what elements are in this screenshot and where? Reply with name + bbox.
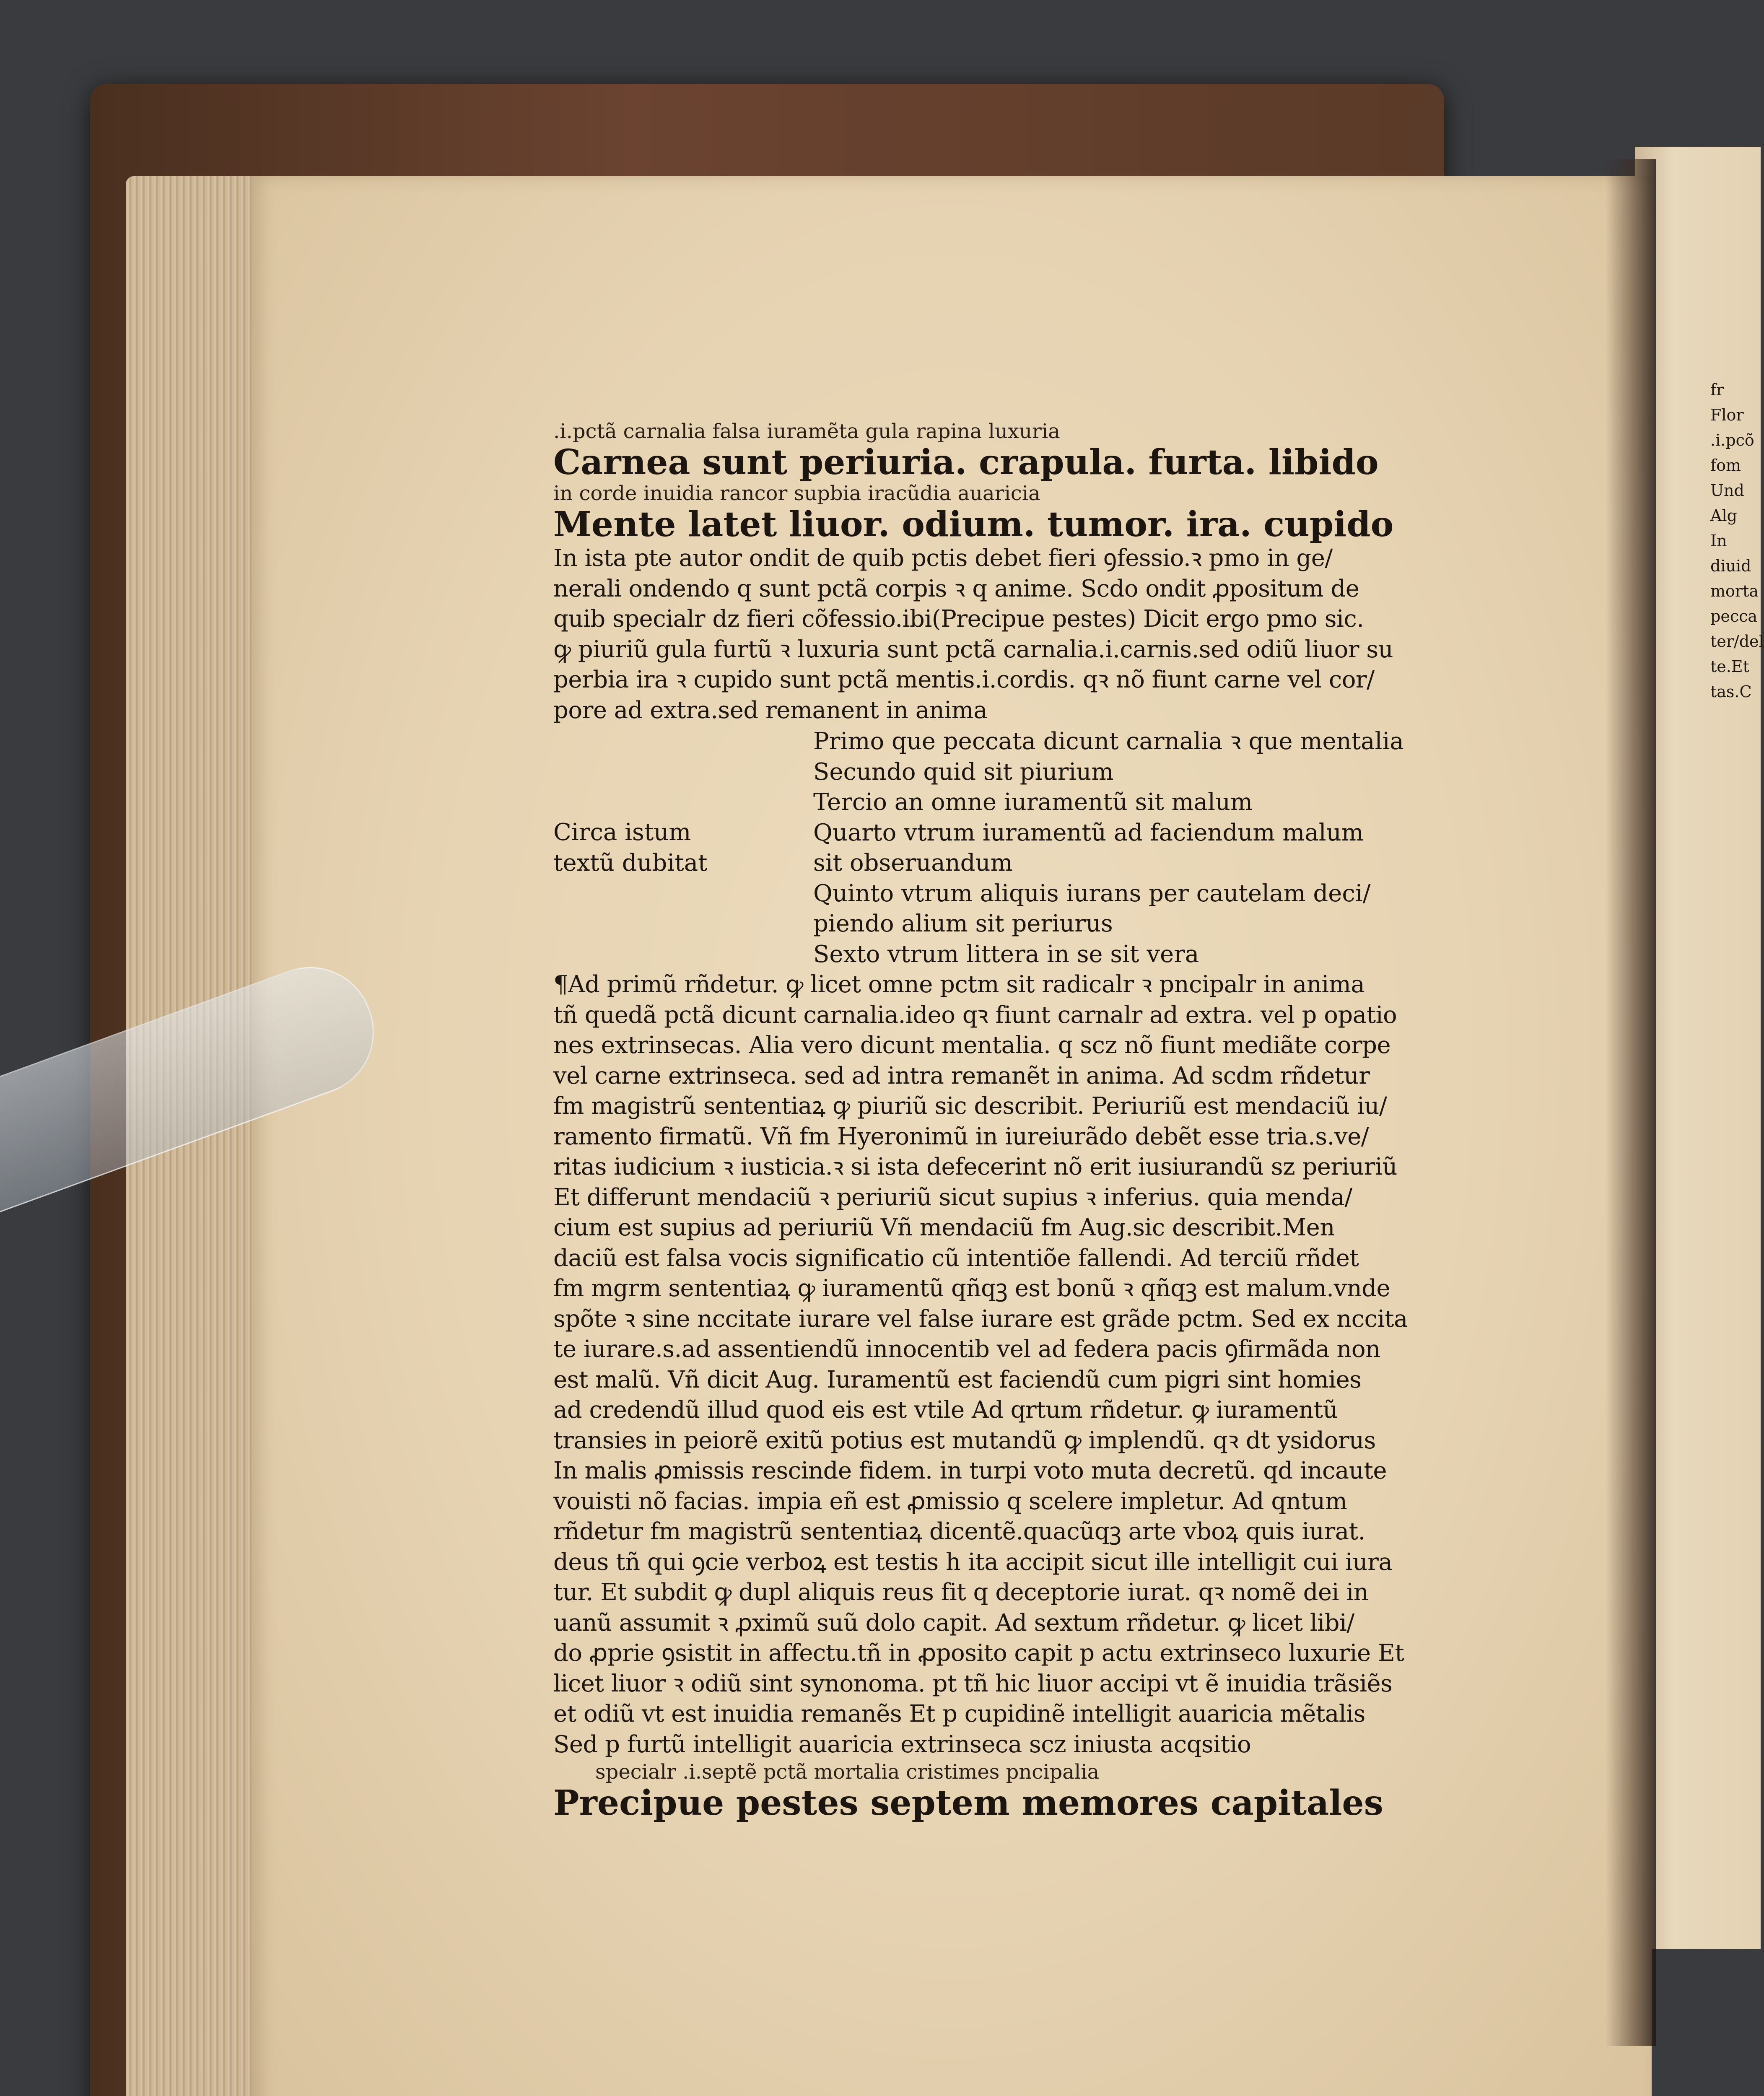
dubia-list (813, 726, 1404, 970)
commentary-line: ad credendũ illud quod eis est vtile Ad qrtum rñdetur. ꝙ iuramentũ (553, 1396, 1338, 1424)
dubia-section (553, 726, 1446, 970)
commentary-line: tur. Et subdit ꝙ dupl aliquis reus fit q deceptorie iurat. qꝛ nomẽ dei in (553, 1579, 1369, 1606)
dubia-label (553, 726, 813, 970)
commentary-line: ramento firmatũ. Vñ fm Hyeronimũ in iureiurãdo debẽt esse tria.s.ve/ (553, 1123, 1369, 1150)
facing-page-fragment: morta (1710, 582, 1759, 600)
commentary-line: pore ad extra.sed remanent in anima (553, 696, 988, 724)
dubium-item: Sexto vtrum littera in se sit vera (813, 940, 1199, 968)
commentary-line: fm mgrm sententiaꝝ ꝙ iuramentũ qñqꝫ est bonũ ꝛ qñqꝫ est malum.vnde (553, 1275, 1390, 1302)
commentary-line: daciũ est falsa vocis significatio cũ intentiõe fallendi. Ad terciũ rñdet (553, 1244, 1359, 1272)
commentary-line: quib specialr dz fieri cõfessio.ibi(Precipue pestes) Dicit ergo pmo sic. (553, 605, 1364, 633)
commentary-line: nes extrinsecas. Alia vero dicunt mentalia. q scz nõ fiunt mediãte corpe (553, 1032, 1391, 1059)
dubium-item: Primo que peccata dicunt carnalia ꝛ que mentalia (813, 728, 1404, 755)
facing-page-fragment: In (1710, 532, 1727, 550)
verse-line: Carnea sunt periuria. crapula. furta. libido (553, 442, 1379, 482)
facing-page-text (1710, 377, 1764, 704)
commentary-line: vel carne extrinseca. sed ad intra remanẽt in anima. Ad scdm rñdetur (553, 1062, 1370, 1090)
facing-page-fragment: te.Et (1710, 657, 1749, 676)
commentary-paragraph (553, 970, 1446, 1760)
commentary-line: transies in peiorẽ exitũ potius est mutandũ ꝙ implendũ. qꝛ dt ysidorus (553, 1427, 1376, 1454)
dubium-item: piendo alium sit periurus (813, 910, 1113, 937)
commentary-line: spõte ꝛ sine nccitate iurare vel false iurare est grãde pctm. Sed ex nccita (553, 1305, 1408, 1333)
commentary-line: ꝙ piuriũ gula furtũ ꝛ luxuria sunt pctã carnalia.i.carnis.sed odiũ liuor su (553, 636, 1393, 663)
commentary-line: do ꝓprie ꝯsistit in affectu.tñ in ꝓposito capit p actu extrinseco luxurie Et (553, 1639, 1404, 1667)
commentary-line: ¶Ad primũ rñdetur. ꝙ licet omne pctm sit radicalr ꝛ pncipalr in anima (553, 971, 1365, 998)
commentary-line: Et differunt mendaciũ ꝛ periuriũ sicut supius ꝛ inferius. quia menda/ (553, 1183, 1352, 1211)
verse-line: Mente latet liuor. odium. tumor. ira. cupido (553, 504, 1394, 545)
commentary-line: cium est supius ad periuriũ Vñ mendaciũ fm Aug.sic describit.Men (553, 1214, 1335, 1241)
commentary-line: ritas iudicium ꝛ iusticia.ꝛ si ista defecerint nõ erit iusiurandũ sz periuriũ (553, 1153, 1397, 1180)
commentary-line: uanũ assumit ꝛ ꝓximũ suũ dolo capit. Ad sextum rñdetur. ꝙ licet libi/ (553, 1609, 1354, 1637)
dubium-item: sit obseruandum (813, 849, 1013, 877)
commentary-line: rñdetur fm magistrũ sententiaꝝ dicentẽ.quacũqꝫ arte vboꝝ quis iurat. (553, 1518, 1365, 1545)
facing-page-fragment: Flor (1710, 406, 1744, 424)
printed-text (553, 419, 1446, 1822)
commentary-line: licet liuor ꝛ odiũ sint synonoma. pt tñ hic liuor accipi vt ẽ inuidia trãsiẽs (553, 1670, 1393, 1697)
gutter-shadow (1606, 159, 1656, 2046)
facing-page-fragment: .i.pcõ (1710, 431, 1754, 449)
dubia-label-line: Circa istum (553, 819, 691, 846)
commentary-line: perbia ira ꝛ cupido sunt pctã mentis.i.cordis. qꝛ nõ fiunt carne vel cor/ (553, 666, 1375, 693)
commentary-line: vouisti nõ facias. impia eñ est ꝓmissio q scelere impletur. Ad qntum (553, 1487, 1347, 1515)
commentary-line: In ista pte autor ondit de quib pctis debet fieri ꝯfessio.ꝛ pmo in ge/ (553, 545, 1333, 572)
dubium-item: Secundo quid sit piurium (813, 758, 1114, 786)
facing-page-fragment: fr (1710, 381, 1724, 399)
commentary-line: deus tñ qui ꝯcie verboꝝ est testis h ita accipit sicut ille intelligit cui iura (553, 1548, 1393, 1576)
facing-page-fragment: tas.C (1710, 682, 1752, 701)
facing-page-fragment: diuid (1710, 557, 1751, 575)
dubium-item: Quarto vtrum iuramentũ ad faciendum malum (813, 819, 1364, 846)
facing-page-fragment: ter/del (1710, 632, 1764, 651)
facing-page-fragment: Und (1710, 481, 1744, 500)
facing-page-fragment: Alg (1710, 506, 1737, 525)
commentary-line: In malis ꝓmissis rescinde fidem. in turpi voto muta decretũ. qd incaute (553, 1457, 1387, 1484)
dubia-label-line: textũ dubitat (553, 849, 708, 877)
commentary-line: Sed p furtũ intelligit auaricia extrinseca scz iniusta acqsitio (553, 1730, 1251, 1758)
interlinear-gloss: specialr .i.septẽ pctã mortalia cristimes pncipalia (595, 1760, 1100, 1784)
facing-page-fragment: pecca (1710, 607, 1758, 625)
interlinear-gloss: in corde inuidia rancor supbia iracũdia auaricia (553, 482, 1040, 505)
commentary-line: te iurare.s.ad assentiendũ innocentib vel ad federa pacis ꝯfirmãda non (553, 1336, 1380, 1363)
facing-page-fragment: fom (1710, 456, 1741, 475)
commentary-line: et odiũ vt est inuidia remanẽs Et p cupidinẽ intelligit auaricia mẽtalis (553, 1700, 1365, 1728)
commentary-paragraph (553, 543, 1446, 726)
commentary-line: tñ quedã pctã dicunt carnalia.ideo qꝛ fiunt carnalr ad extra. vel p opatio (553, 1001, 1397, 1029)
dubium-item: Quinto vtrum aliquis iurans per cautelam deci/ (813, 879, 1371, 907)
commentary-line: fm magistrũ sententiaꝝ ꝙ piuriũ sic describit. Periuriũ est mendaciũ iu/ (553, 1092, 1387, 1120)
commentary-line: est malũ. Vñ dicit Aug. Iuramentũ est faciendũ cum pigri sint homies (553, 1366, 1362, 1393)
commentary-line: nerali ondendo q sunt pctã corpis ꝛ q anime. Scdo ondit ꝓpositum de (553, 575, 1359, 602)
verse-line: Precipue pestes septem memores capitales (553, 1783, 1383, 1823)
interlinear-gloss: .i.pctã carnalia falsa iuramẽta gula rapina luxuria (553, 420, 1060, 443)
dubium-item: Tercio an omne iuramentũ sit malum (813, 789, 1253, 816)
